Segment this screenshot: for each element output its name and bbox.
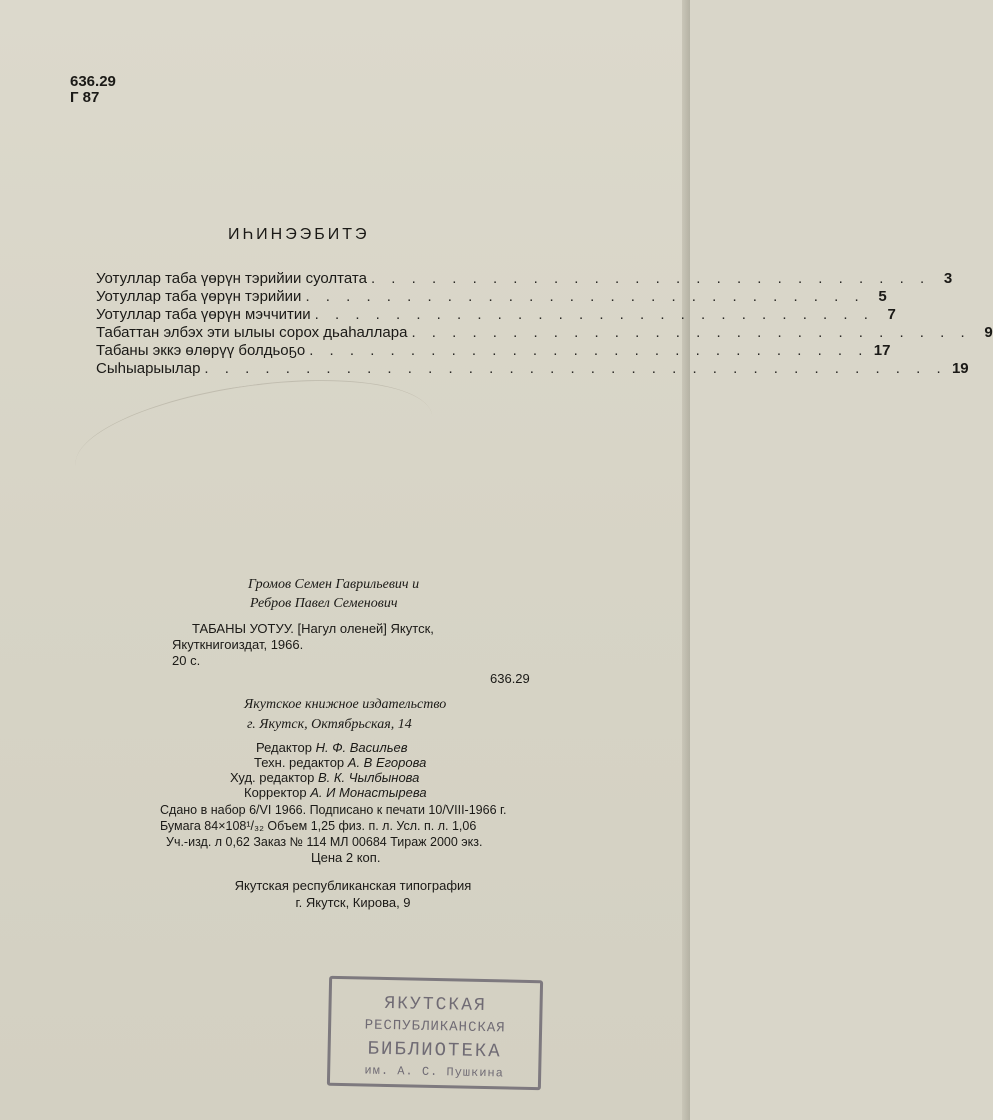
toc-entry xyxy=(96,360,969,378)
printer-name: Якутская республиканская типография xyxy=(234,878,472,893)
publisher-block xyxy=(244,695,446,735)
stamp-line-1: ЯКУТСКАЯ xyxy=(384,993,487,1017)
credit-name: А. И Монастырева xyxy=(310,785,427,800)
publisher-name: Якутское книжное издательство xyxy=(244,697,447,712)
toc-entry xyxy=(96,288,887,306)
book-title-entry xyxy=(172,621,434,669)
toc-leader-dots: . . . . . . . . . . . . . . . . . . . . . . . . . . . . xyxy=(305,288,865,305)
toc-entry-page: 19 xyxy=(951,360,969,377)
credit-line xyxy=(230,785,427,800)
credit-line xyxy=(230,740,427,755)
toc-leader-dots: . . . . . . . . . . . . . . . . . . . . . . . . . . . . xyxy=(370,270,931,287)
library-stamp xyxy=(327,976,543,1090)
stamp-line-3: БИБЛИОТЕКА xyxy=(367,1037,502,1063)
stamp-line-2: РЕСПУБЛИКАНСКАЯ xyxy=(364,1017,506,1037)
price: Цена 2 коп. xyxy=(311,850,381,865)
credit-name: Н. Ф. Васильев xyxy=(315,740,408,755)
toc-entry-page: 9 xyxy=(984,324,993,341)
credit-role: Редактор xyxy=(256,740,312,755)
credit-role: Техн. редактор xyxy=(254,755,345,770)
toc-entry-page: 3 xyxy=(943,270,953,287)
author-1: Громов Семен Гаврильевич и xyxy=(248,577,420,592)
stamp-line-4: им. А. С. Пушкина xyxy=(364,1063,505,1081)
authors xyxy=(248,575,419,613)
toc-entry-title: Сыһыарыылар xyxy=(96,360,201,377)
udc-number: 636.29 xyxy=(490,671,530,686)
toc-entry xyxy=(96,270,953,288)
publisher-address: г. Якутск, Октябрьская, 14 xyxy=(247,717,412,732)
toc-entry-title: Уотуллар таба үөрүн тэрийии суолтата xyxy=(96,270,367,287)
book-title-line-1: ТАБАНЫ УОТУУ. [Нагул оленей] Якутск, xyxy=(192,621,434,636)
toc-leader-dots: . . . . . . . . . . . . . . . . . . . . . . . . . . . . xyxy=(309,342,869,359)
toc-entry xyxy=(96,342,891,360)
credit-role: Худ. редактор xyxy=(230,770,315,785)
printer-address: г. Якутск, Кирова, 9 xyxy=(295,895,411,910)
table-of-contents xyxy=(96,270,993,378)
toc-entry-page: 17 xyxy=(873,342,891,359)
spec-line-3: Уч.-изд. л 0,62 Заказ № 114 МЛ 00684 Тираж 2000 экз. xyxy=(166,835,483,849)
toc-entry-title: Табаны эккэ өлөрүү болдьоҕо xyxy=(96,342,306,359)
classification-code: Г 87 xyxy=(70,89,100,106)
print-specs xyxy=(160,802,507,850)
book-title-line-2: Якуткнигоиздат, 1966. xyxy=(172,637,304,652)
classification-block xyxy=(70,74,116,106)
book-title-line-3: 20 с. xyxy=(172,653,201,668)
paper-crease xyxy=(68,360,440,520)
toc-leader-dots: . . . . . . . . . . . . . . . . . . . . . . . . . . . . xyxy=(314,306,874,323)
toc-entry xyxy=(96,306,896,324)
author-2: Ребров Павел Семенович xyxy=(250,596,398,611)
credit-name: А. В Егорова xyxy=(347,755,427,770)
credits-block xyxy=(230,740,427,800)
classification-udc: 636.29 xyxy=(70,73,116,90)
toc-entry-title: Табаттан элбэх эти ылыы сорох дьаһаллара xyxy=(96,324,408,341)
toc-leader-dots: . . . . . . . . . . . . . . . . . . . . . . . . . . . . . . . . . . . . . xyxy=(204,360,947,377)
toc-entry-page: 5 xyxy=(878,288,887,305)
spec-line-1: Сдано в набор 6/VI 1966. Подписано к печати 10/VIII-1966 г. xyxy=(160,803,507,817)
toc-entry xyxy=(96,324,993,342)
credit-line xyxy=(230,755,427,770)
page-edge xyxy=(682,0,690,1120)
contents-heading: ИҺИНЭЭБИТЭ xyxy=(228,226,370,243)
toc-leader-dots: . . . . . . . . . . . . . . . . . . . . . . . . . . . . xyxy=(411,324,971,341)
spec-line-2: Бумага 84×108¹/₃₂ Объем 1,25 физ. п. л. Усл. п. л. 1,06 xyxy=(160,819,477,833)
toc-entry-title: Уотуллар таба үөрүн тэрийии xyxy=(96,288,302,305)
printer-block xyxy=(218,877,488,911)
toc-entry-page: 7 xyxy=(887,306,896,323)
credit-line xyxy=(230,770,427,785)
credit-name: В. К. Чылбынова xyxy=(317,770,420,785)
toc-entry-title: Уотуллар таба үөрүн мэччитии xyxy=(96,306,311,323)
credit-role: Корректор xyxy=(244,785,307,800)
